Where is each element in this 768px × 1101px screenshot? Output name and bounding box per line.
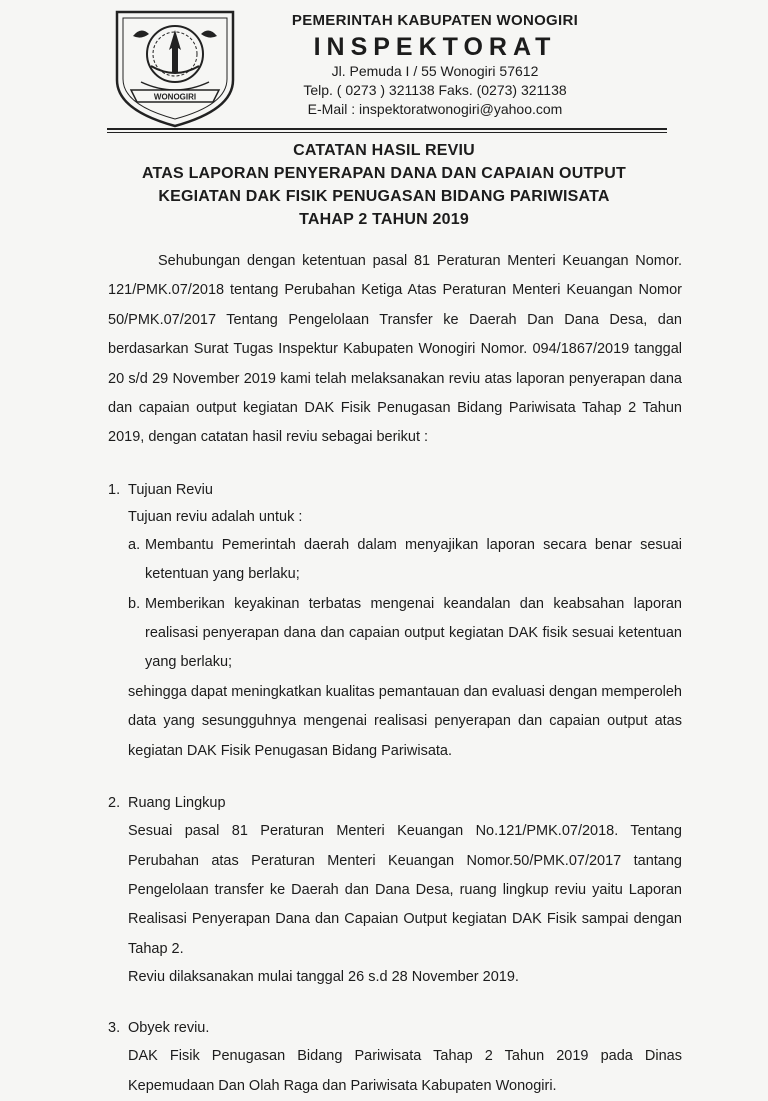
title-line-1: CATATAN HASIL REVIU bbox=[293, 142, 475, 159]
office-name: INSPEKTORAT bbox=[313, 33, 557, 61]
letterhead-divider-thin bbox=[107, 132, 667, 133]
section-1-heading bbox=[108, 477, 682, 504]
document-body bbox=[108, 247, 682, 1101]
office-address: Jl. Pemuda I / 55 Wonogiri 57612 bbox=[331, 63, 539, 79]
wonogiri-coat-of-arms-logo bbox=[111, 6, 239, 130]
title-line-3: KEGIATAN DAK FISIK PENUGASAN BIDANG PARIWISATA bbox=[158, 188, 610, 205]
list-marker: b. bbox=[128, 595, 141, 612]
office-email: E-Mail : inspektoratwonogiri@yahoo.com bbox=[307, 101, 563, 117]
section-2-heading bbox=[108, 790, 682, 817]
title-line-2: ATAS LAPORAN PENYERAPAN DANA DAN CAPAIAN OUTPUT bbox=[141, 165, 627, 182]
section-number: 1. bbox=[108, 481, 121, 498]
list-item-text: Membantu Pemerintah daerah dalam menyajikan laporan secara benar sesuai ketentuan yang berlaku; bbox=[145, 536, 682, 583]
section-number: 3. bbox=[108, 1020, 121, 1037]
section-title: Ruang Lingkup bbox=[128, 795, 226, 812]
section-1-lead: Tujuan reviu adalah untuk : bbox=[128, 508, 303, 525]
letterhead-divider-thick bbox=[107, 128, 667, 130]
section-3-body bbox=[108, 1042, 682, 1101]
list-item-text: Memberikan keyakinan terbatas mengenai keandalan dan keabsahan laporan realisasi penyerapan dana dan capaian output kegiatan DAK fisik sesuai ketentuan yang berlaku; bbox=[145, 595, 682, 671]
section-1-closing: sehingga dapat meningkatkan kualitas pemantauan dan evaluasi dengan memperoleh data yang sesungguhnya mengenai realisasi penyerapan dan capaian output atas kegiatan DAK Fisik Penugasan Bidang Pariwisata. bbox=[128, 683, 682, 759]
government-name: PEMERINTAH KABUPATEN WONOGIRI bbox=[291, 12, 579, 29]
document-title bbox=[80, 139, 688, 231]
section-title: Obyek reviu. bbox=[128, 1020, 210, 1037]
title-line-4: TAHAP 2 TAHUN 2019 bbox=[299, 211, 469, 228]
section-3-text: DAK Fisik Penugasan Bidang Pariwisata Tahap 2 Tahun 2019 pada Dinas Kepemudaan Dan Olah Raga dan Pariwisata Kabupaten Wonogiri. bbox=[128, 1048, 682, 1094]
letterhead bbox=[0, 0, 768, 140]
svg-text:WONOGIRI: WONOGIRI bbox=[153, 92, 197, 102]
section-2-period: Reviu dilaksanakan mulai tanggal 26 s.d 28 November 2019. bbox=[128, 969, 519, 986]
list-marker: a. bbox=[128, 536, 141, 553]
letterhead-text bbox=[255, 10, 615, 119]
section-2-text: Sesuai pasal 81 Peraturan Menteri Keuangan No.121/PMK.07/2018. Tentang Perubahan atas Peraturan Menteri Keuangan Nomor.50/PMK.07/2017 tantang Pengelolaan transfer ke Daerah dan Dana Desa, ruang lingkup reviu yaitu Laporan Realisasi Penyerapan Dana dan Capaian Output kegiatan DAK Fisik sampai dengan Tahap 2. bbox=[128, 823, 682, 957]
office-phone: Telp. ( 0273 ) 321138 Faks. (0273) 321138 bbox=[303, 82, 567, 98]
section-1-body bbox=[108, 504, 682, 766]
section-2-body bbox=[108, 817, 682, 991]
list-item-b bbox=[128, 590, 682, 678]
section-3-heading bbox=[108, 1015, 682, 1042]
list-item-a bbox=[128, 531, 682, 590]
section-title: Tujuan Reviu bbox=[128, 481, 213, 498]
intro-paragraph: Sehubungan dengan ketentuan pasal 81 Peraturan Menteri Keuangan Nomor. 121/PMK.07/2018 tentang Perubahan Ketiga Atas Peraturan Menteri Keuangan Nomor 50/PMK.07/2017 Tentang Pengelolaan Transfer ke Daerah Dan Dana Desa, dan berdasarkan Surat Tugas Inspektur Kabupaten Wonogiri Nomor. 094/1867/2019 tanggal 20 s/d 29 November 2019 kami telah melaksanakan reviu atas laporan penyerapan dana dan capaian output kegiatan DAK Fisik Penugasan Bidang Pariwisata Tahap 2 Tahun 2019, dengan catatan hasil reviu sebagai berikut : bbox=[108, 253, 682, 446]
section-number: 2. bbox=[108, 795, 121, 812]
